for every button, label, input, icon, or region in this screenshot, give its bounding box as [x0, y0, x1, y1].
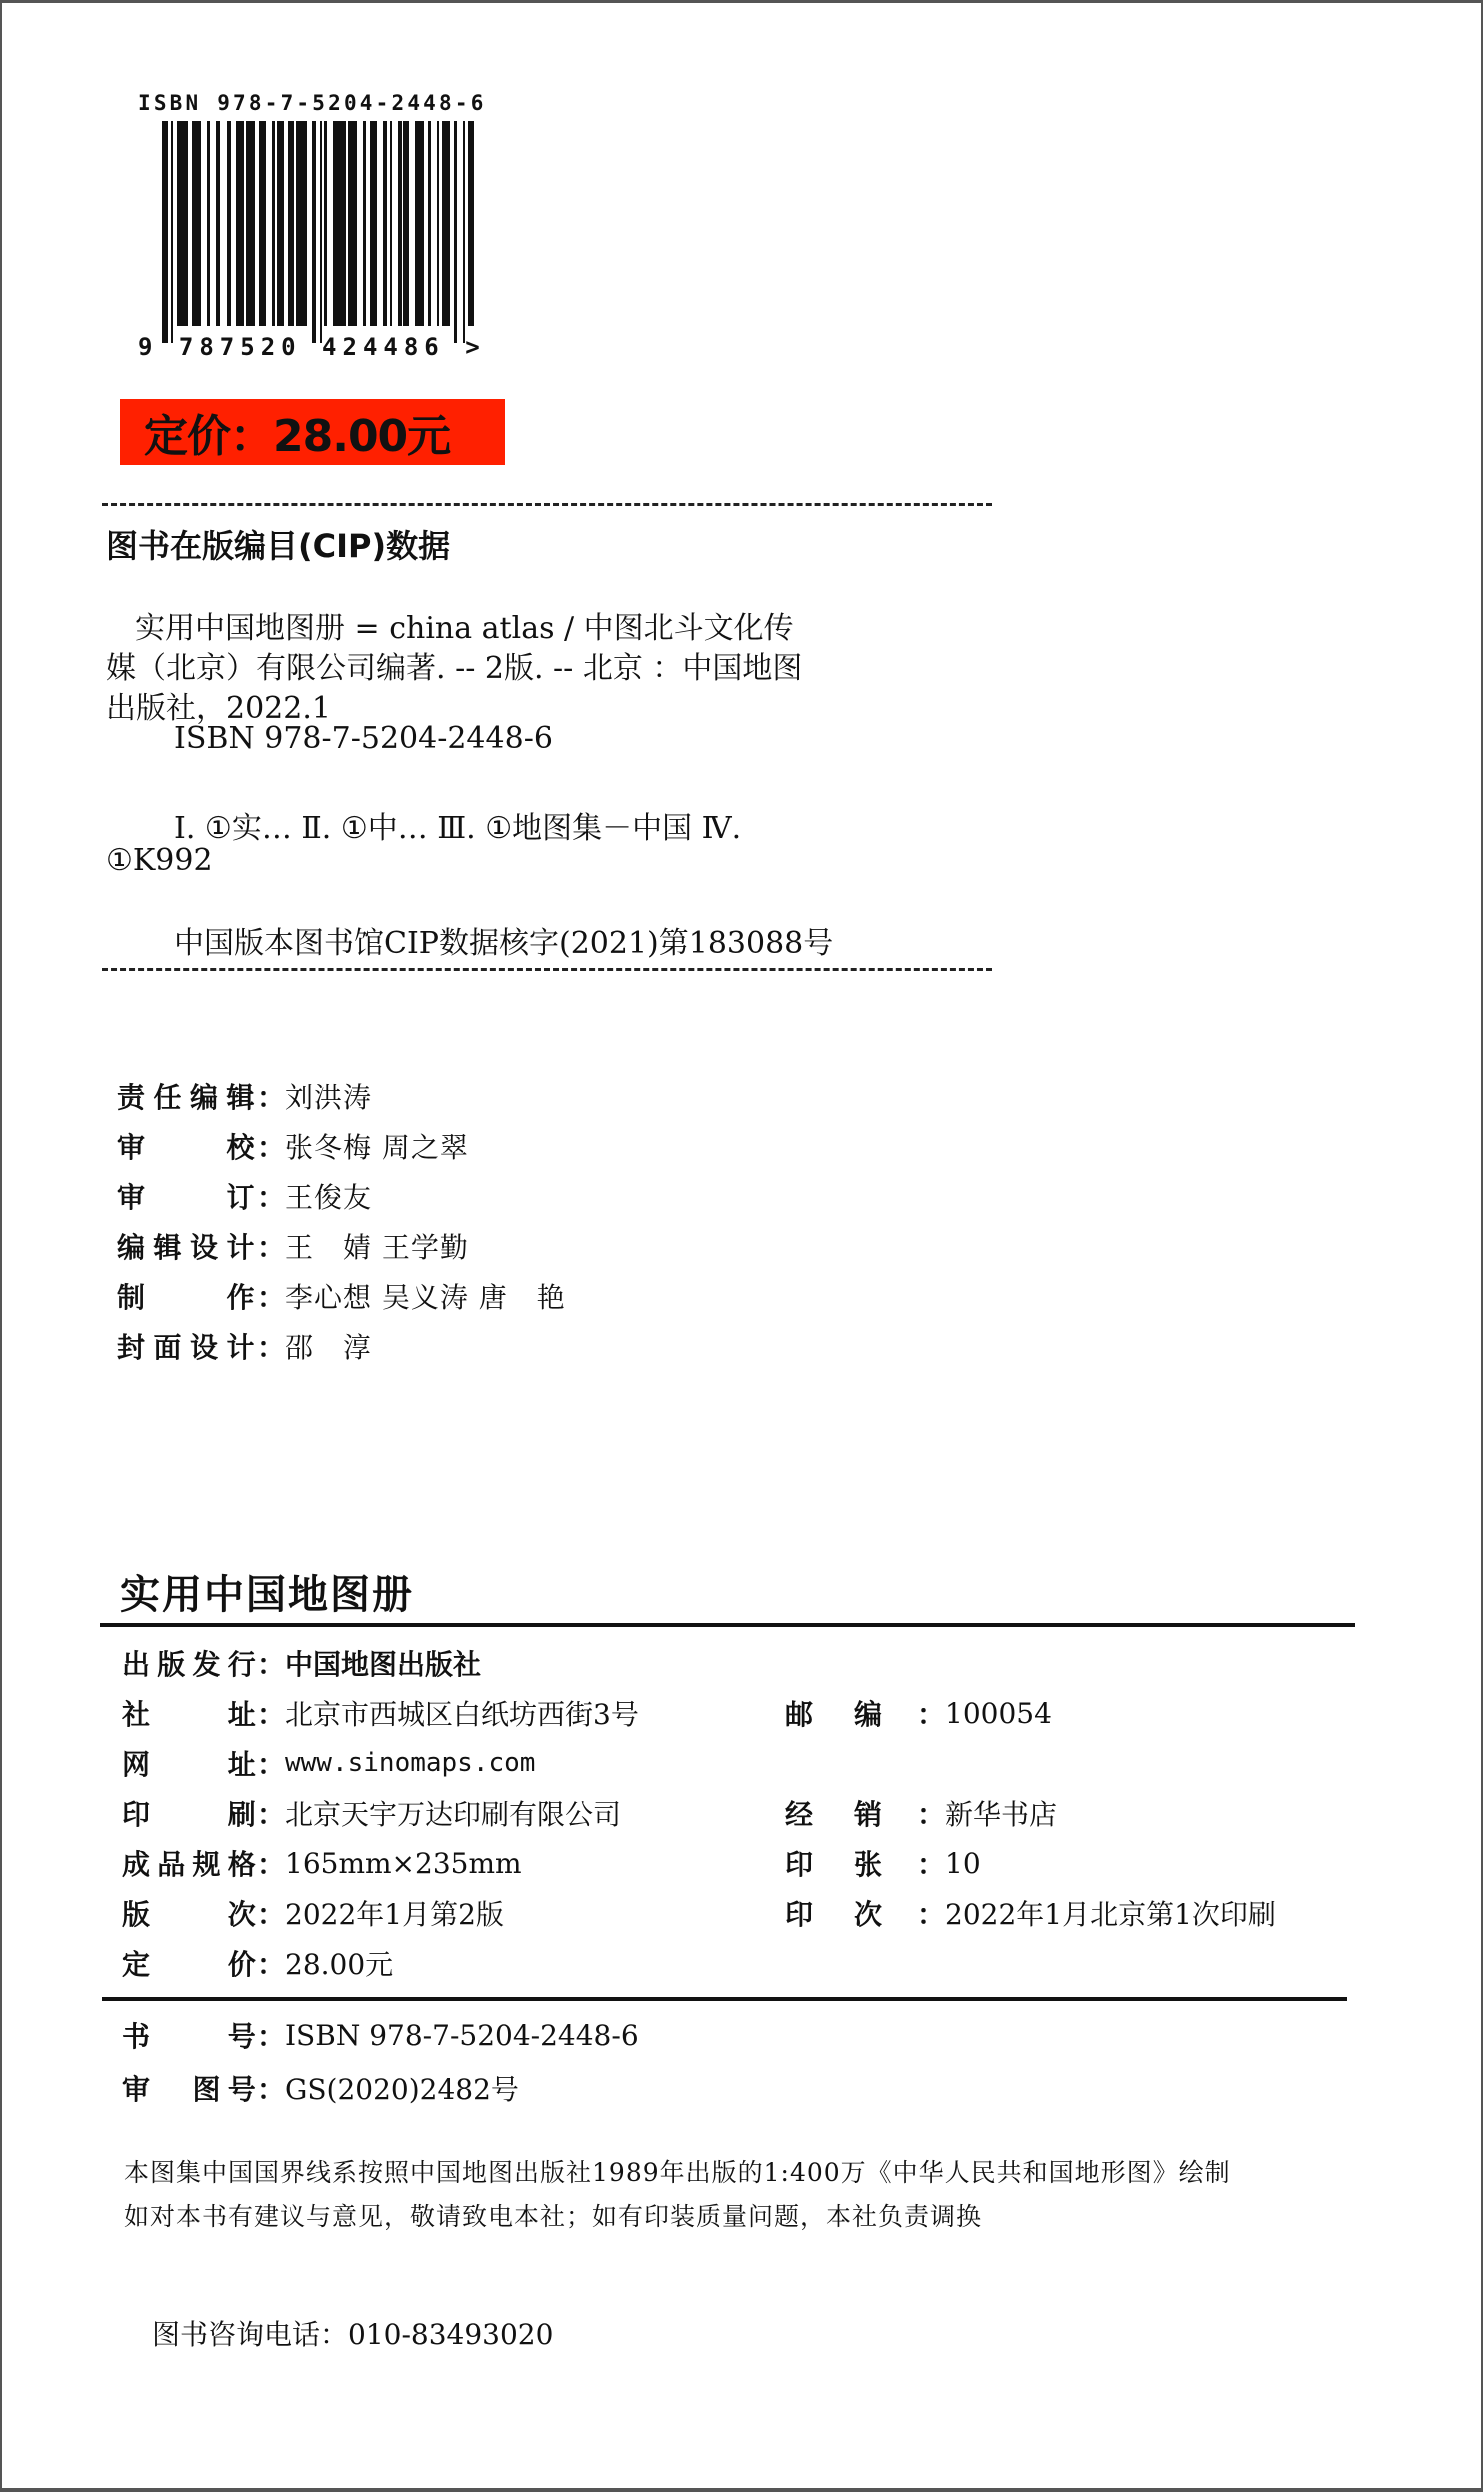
colophon-value: 28.00元	[285, 1948, 394, 1981]
barcode-bar	[454, 121, 458, 343]
barcode-bar	[192, 121, 201, 326]
price-sticker	[120, 399, 505, 465]
barcode-bar	[398, 121, 402, 326]
barcode-bar	[177, 121, 188, 326]
barcode-bar	[296, 121, 307, 326]
cip-heading: 图书在版编目(CIP)数据	[106, 527, 451, 565]
credit-row	[117, 1326, 372, 1366]
barcode-bar	[363, 121, 367, 326]
colophon-value: 北京天宇万达印刷有限公司	[285, 1798, 622, 1831]
field-label: 审 订 ：	[117, 1181, 285, 1214]
credit-row	[117, 1226, 469, 1266]
colophon-value: 中国地图出版社	[285, 1648, 482, 1681]
field-label: 网 址 ：	[122, 1748, 285, 1781]
colophon-row	[122, 1643, 481, 1683]
barcode-bar	[207, 121, 211, 326]
field-label: 版 次 ：	[122, 1898, 285, 1931]
colophon-top-rule	[100, 1623, 1355, 1627]
barcode-digits: 9 787520 424486 >	[138, 333, 486, 361]
colophon-row	[785, 1843, 981, 1883]
field-label: 邮 编 ：	[785, 1698, 945, 1731]
colophon-row	[122, 1743, 535, 1783]
credit-row	[117, 1276, 566, 1316]
barcode-bar	[468, 121, 474, 326]
field-label: 责 任 编 辑 ：	[117, 1081, 285, 1114]
cip-publisher-line: 出版社，2022.1	[106, 691, 331, 726]
barcode-bar	[403, 121, 409, 326]
colophon-row	[122, 2068, 519, 2108]
field-label: 经 销 ：	[785, 1798, 945, 1831]
field-label: 编 辑 设 计 ：	[117, 1231, 285, 1264]
inquiry-phone: 图书咨询电话：010-83493020	[152, 2318, 554, 2351]
barcode-bar	[320, 121, 322, 343]
barcode-bar	[428, 121, 432, 326]
price-sticker-text: 定价：28.00元	[144, 411, 451, 462]
colophon-row	[122, 2015, 639, 2055]
field-label: 印 刷 ：	[122, 1798, 285, 1831]
barcode-bar	[246, 121, 255, 326]
barcode-bar	[383, 121, 387, 326]
cip-top-dashed-divider	[102, 503, 992, 506]
barcode-bar	[348, 121, 357, 326]
barcode-bar	[437, 121, 439, 326]
colophon-value: 165mm×235mm	[285, 1846, 522, 1880]
credit-row	[117, 1076, 372, 1116]
field-label: 社 址 ：	[122, 1698, 285, 1731]
credit-value: 刘洪涛	[285, 1081, 373, 1114]
barcode-bar	[442, 121, 449, 326]
colophon-bottom-rule	[102, 1997, 1347, 2001]
colophon-row	[785, 1793, 1057, 1833]
colophon-row	[122, 1693, 639, 1733]
book-title: 实用中国地图册	[120, 1572, 414, 1618]
barcode-bar	[312, 121, 316, 343]
colophon-value: 100054	[945, 1696, 1052, 1730]
barcode-bar	[162, 121, 168, 343]
field-label: 出 版 发 行 ：	[122, 1648, 285, 1681]
barcode-bar	[463, 121, 465, 343]
field-label: 审 校 ：	[117, 1131, 285, 1164]
colophon-row	[122, 1943, 393, 1983]
credit-row	[117, 1176, 372, 1216]
field-label: 制 作 ：	[117, 1281, 285, 1314]
barcode-bar	[277, 121, 284, 326]
credit-value: 王 婧 王学勤	[285, 1231, 469, 1264]
field-label: 定 价 ：	[122, 1948, 285, 1981]
barcode-bar	[333, 121, 346, 326]
field-label: 印 张 ：	[785, 1848, 945, 1881]
colophon-row	[785, 1693, 1052, 1733]
cip-author-line: 媒（北京）有限公司编著. -- 2版. -- 北京 ：中国地图	[106, 651, 803, 686]
feedback-note: 如对本书有建议与意见，敬请致电本社；如有印装质量问题，本社负责调换	[124, 2202, 983, 2231]
barcode-bar	[259, 121, 266, 326]
colophon-row	[785, 1893, 1276, 1933]
colophon-row	[122, 1793, 621, 1833]
credit-row	[117, 1126, 469, 1166]
cip-record-number: 中国版本图书馆CIP数据核字(2021)第183088号	[174, 926, 834, 961]
colophon-value: 新华书店	[945, 1798, 1058, 1831]
cip-classification-code: ①K992	[106, 843, 213, 878]
colophon-row	[122, 1843, 522, 1883]
colophon-value: www.sinomaps.com	[285, 1748, 536, 1778]
barcode-bar	[272, 121, 276, 326]
barcode-bar	[216, 121, 220, 326]
field-label: 成 品 规 格 ：	[122, 1848, 285, 1881]
barcode-bar	[171, 121, 173, 343]
colophon-value: 2022年1月第2版	[285, 1898, 504, 1931]
colophon-value: 2022年1月北京第1次印刷	[945, 1898, 1276, 1931]
barcode-bar	[236, 121, 243, 326]
barcode-bar	[227, 121, 231, 326]
credit-value: 王俊友	[285, 1181, 373, 1214]
field-label: 封 面 设 计 ：	[117, 1331, 285, 1364]
credit-value: 李心想 吴义涛 唐 艳	[285, 1281, 566, 1314]
barcode-bar	[415, 121, 424, 326]
cip-isbn-line: ISBN 978-7-5204-2448-6	[174, 721, 553, 756]
colophon-value: 北京市西城区白纸坊西街3号	[285, 1698, 639, 1731]
cip-classification-line: Ⅰ. ①实… Ⅱ. ①中… Ⅲ. ①地图集－中国 Ⅳ.	[174, 811, 742, 846]
barcode-isbn-label: ISBN 978-7-5204-2448-6	[138, 91, 487, 115]
credit-value: 张冬梅 周之翠	[285, 1131, 469, 1164]
barcode-bar	[390, 121, 392, 326]
cip-title-line: 实用中国地图册 = china atlas / 中图北斗文化传	[135, 611, 794, 646]
colophon-value: GS(2020)2482号	[285, 2073, 519, 2106]
field-label: 印 次 ：	[785, 1898, 945, 1931]
boundary-note: 本图集中国国界线系按照中国地图出版社1989年出版的1:400万《中华人民共和国地形图》绘制	[124, 2158, 1231, 2187]
colophon-value: ISBN 978-7-5204-2448-6	[285, 2018, 639, 2052]
barcode-bar	[324, 121, 328, 326]
barcode-bar	[288, 121, 294, 326]
field-label: 书 号 ：	[122, 2020, 285, 2053]
cip-bottom-dashed-divider	[102, 968, 992, 971]
barcode-bar	[370, 121, 377, 326]
field-label: 审 图 号 ：	[122, 2073, 285, 2106]
colophon-row	[122, 1893, 504, 1933]
isbn-barcode	[162, 121, 474, 353]
colophon-value: 10	[945, 1846, 981, 1880]
credit-value: 邵 淳	[285, 1331, 373, 1364]
